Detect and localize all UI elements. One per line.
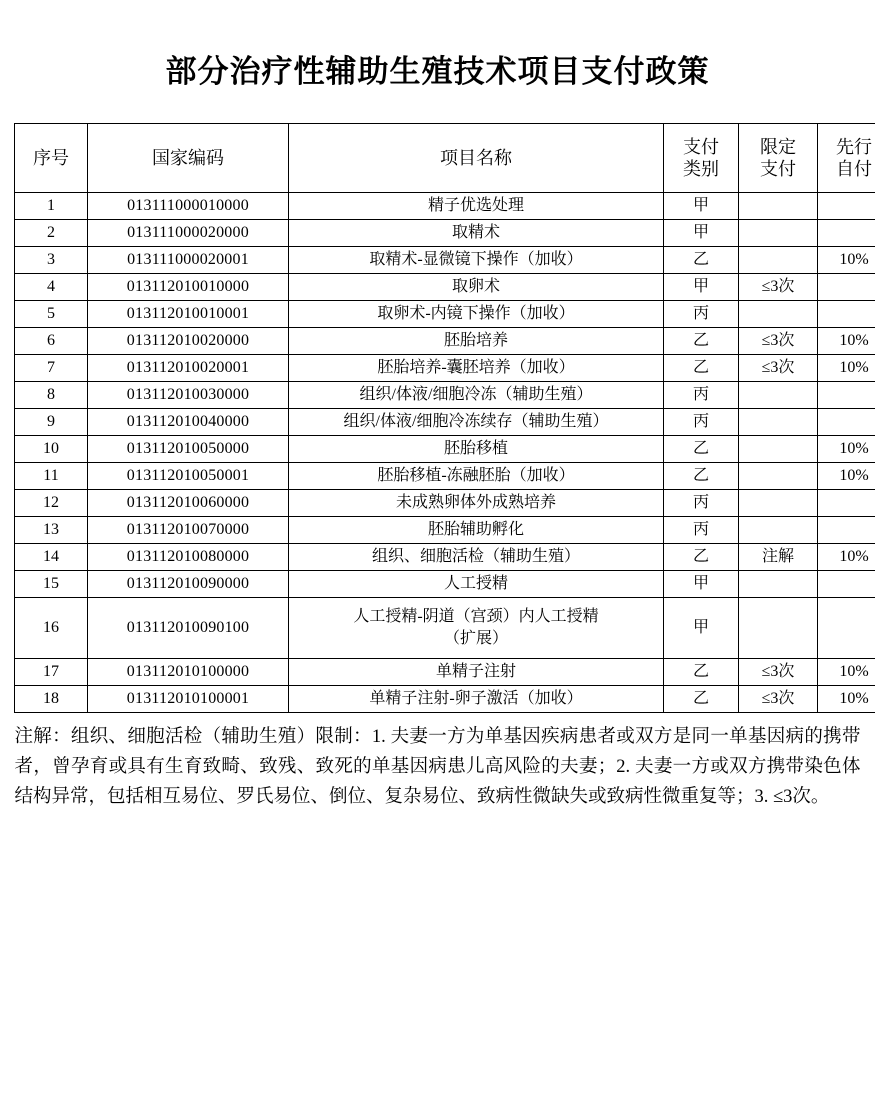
- cell-no: 8: [15, 382, 88, 409]
- cell-no: 2: [15, 220, 88, 247]
- cell-code: 013112010090100: [88, 598, 289, 659]
- cell-name: 组织、细胞活检（辅助生殖）: [289, 544, 664, 571]
- cell-limit: [739, 436, 818, 463]
- table-body: [15, 193, 875, 713]
- cell-prepay: 10%: [818, 328, 875, 355]
- cell-name: 取卵术-内镜下操作（加收）: [289, 301, 664, 328]
- cell-prepay: 10%: [818, 247, 875, 274]
- table-row: [15, 544, 875, 571]
- cell-name-line: 人工授精-阴道（宫颈）内人工授精: [291, 606, 661, 628]
- table-row: [15, 571, 875, 598]
- cell-limit: [739, 301, 818, 328]
- column-header-limit-line1: 限定: [760, 137, 796, 157]
- cell-name: 组织/体液/细胞冷冻续存（辅助生殖）: [289, 409, 664, 436]
- table-row: [15, 598, 875, 659]
- cell-limit: [739, 517, 818, 544]
- cell-type: 乙: [664, 436, 739, 463]
- cell-type: 丙: [664, 301, 739, 328]
- cell-prepay: [818, 598, 875, 659]
- cell-limit: 注解: [739, 544, 818, 571]
- cell-limit: [739, 247, 818, 274]
- cell-prepay: 10%: [818, 355, 875, 382]
- cell-prepay: 10%: [818, 544, 875, 571]
- cell-code: 013112010030000: [88, 382, 289, 409]
- column-header-code: 国家编码: [88, 124, 289, 193]
- policy-table: [14, 123, 875, 713]
- cell-limit: ≤3次: [739, 686, 818, 713]
- cell-name: 精子优选处理: [289, 193, 664, 220]
- table-row: [15, 355, 875, 382]
- table-row: [15, 220, 875, 247]
- cell-prepay: [818, 301, 875, 328]
- table-row: [15, 382, 875, 409]
- cell-no: 9: [15, 409, 88, 436]
- cell-type: 丙: [664, 382, 739, 409]
- column-header-no: 序号: [15, 124, 88, 193]
- page-title: 部分治疗性辅助生殖技术项目支付政策: [14, 46, 861, 91]
- cell-limit: [739, 463, 818, 490]
- cell-limit: ≤3次: [739, 274, 818, 301]
- column-header-name: 项目名称: [289, 124, 664, 193]
- cell-limit: ≤3次: [739, 659, 818, 686]
- cell-no: 14: [15, 544, 88, 571]
- cell-no: 4: [15, 274, 88, 301]
- cell-name: 取精术: [289, 220, 664, 247]
- cell-no: 12: [15, 490, 88, 517]
- table-row: [15, 193, 875, 220]
- cell-name-line: （扩展）: [291, 628, 661, 650]
- cell-name: 胚胎培养-囊胚培养（加收）: [289, 355, 664, 382]
- column-header-limit-line2: 支付: [760, 159, 796, 179]
- cell-type: 甲: [664, 598, 739, 659]
- cell-prepay: [818, 274, 875, 301]
- cell-type: 丙: [664, 490, 739, 517]
- cell-type: 乙: [664, 544, 739, 571]
- cell-limit: [739, 598, 818, 659]
- cell-prepay: [818, 490, 875, 517]
- column-header-type-line1: 支付: [683, 137, 719, 157]
- table-row: [15, 517, 875, 544]
- cell-limit: [739, 490, 818, 517]
- cell-code: 013112010100000: [88, 659, 289, 686]
- cell-name: 组织/体液/细胞冷冻（辅助生殖）: [289, 382, 664, 409]
- cell-no: 13: [15, 517, 88, 544]
- cell-type: 乙: [664, 355, 739, 382]
- cell-code: 013112010070000: [88, 517, 289, 544]
- cell-name: [289, 598, 664, 659]
- notes-label: 注解：: [15, 727, 71, 747]
- notes-block: [15, 723, 861, 813]
- cell-no: 17: [15, 659, 88, 686]
- cell-code: 013112010010001: [88, 301, 289, 328]
- cell-code: 013112010020001: [88, 355, 289, 382]
- cell-prepay: [818, 220, 875, 247]
- cell-type: 乙: [664, 463, 739, 490]
- cell-prepay: 10%: [818, 659, 875, 686]
- cell-code: 013112010010000: [88, 274, 289, 301]
- cell-type: 甲: [664, 274, 739, 301]
- table-row: [15, 328, 875, 355]
- cell-prepay: 10%: [818, 436, 875, 463]
- cell-no: 16: [15, 598, 88, 659]
- cell-code: 013112010100001: [88, 686, 289, 713]
- notes-text: 组织、细胞活检（辅助生殖）限制：1. 夫妻一方为单基因疾病患者或双方是同一单基因病的携带者，曾孕育或具有生育致畸、致残、致死的单基因病患儿高风险的夫妻；2. 夫妻一方或双方携带染色体结构异常，包括相互易位、罗氏易位、倒位、复杂易位、致病性微缺失或致病性微重复等；3. ≤3次。: [15, 727, 861, 807]
- cell-no: 5: [15, 301, 88, 328]
- document-page: [0, 46, 875, 1107]
- table-header: [15, 124, 875, 193]
- cell-name: 单精子注射: [289, 659, 664, 686]
- cell-no: 7: [15, 355, 88, 382]
- column-header-prepay-line1: 先行: [836, 137, 872, 157]
- cell-limit: [739, 571, 818, 598]
- notes-paragraph: [15, 723, 861, 813]
- cell-type: 丙: [664, 517, 739, 544]
- cell-prepay: [818, 409, 875, 436]
- column-header-limit: [739, 124, 818, 193]
- column-header-prepay-line2: 自付: [836, 159, 872, 179]
- cell-name: 胚胎辅助孵化: [289, 517, 664, 544]
- table-row: [15, 409, 875, 436]
- cell-code: 013112010020000: [88, 328, 289, 355]
- cell-type: 甲: [664, 220, 739, 247]
- table-row: [15, 274, 875, 301]
- cell-name: 人工授精: [289, 571, 664, 598]
- cell-name: 取精术-显微镜下操作（加收）: [289, 247, 664, 274]
- cell-code: 013111000020000: [88, 220, 289, 247]
- table-row: [15, 247, 875, 274]
- cell-no: 11: [15, 463, 88, 490]
- cell-code: 013112010050000: [88, 436, 289, 463]
- cell-limit: ≤3次: [739, 328, 818, 355]
- cell-type: 乙: [664, 328, 739, 355]
- cell-prepay: [818, 571, 875, 598]
- cell-limit: [739, 220, 818, 247]
- table-row: [15, 659, 875, 686]
- cell-type: 甲: [664, 571, 739, 598]
- cell-no: 1: [15, 193, 88, 220]
- table-row: [15, 686, 875, 713]
- cell-name: 胚胎移植-冻融胚胎（加收）: [289, 463, 664, 490]
- cell-no: 6: [15, 328, 88, 355]
- cell-limit: [739, 193, 818, 220]
- cell-no: 3: [15, 247, 88, 274]
- cell-code: 013112010050001: [88, 463, 289, 490]
- cell-name: 单精子注射-卵子激活（加收）: [289, 686, 664, 713]
- cell-code: 013112010040000: [88, 409, 289, 436]
- cell-type: 丙: [664, 409, 739, 436]
- table-row: [15, 463, 875, 490]
- cell-limit: ≤3次: [739, 355, 818, 382]
- table-row: [15, 490, 875, 517]
- cell-limit: [739, 382, 818, 409]
- cell-prepay: [818, 382, 875, 409]
- cell-code: 013111000020001: [88, 247, 289, 274]
- cell-name: 胚胎移植: [289, 436, 664, 463]
- cell-limit: [739, 409, 818, 436]
- table-row: [15, 436, 875, 463]
- column-header-type-line2: 类别: [683, 159, 719, 179]
- cell-no: 15: [15, 571, 88, 598]
- table-header-row: [15, 124, 875, 193]
- cell-prepay: 10%: [818, 463, 875, 490]
- cell-no: 10: [15, 436, 88, 463]
- table-row: [15, 301, 875, 328]
- cell-code: 013112010090000: [88, 571, 289, 598]
- cell-code: 013112010080000: [88, 544, 289, 571]
- column-header-type: [664, 124, 739, 193]
- column-header-prepay: [818, 124, 875, 193]
- cell-prepay: [818, 517, 875, 544]
- cell-prepay: [818, 193, 875, 220]
- cell-name: 胚胎培养: [289, 328, 664, 355]
- cell-prepay: 10%: [818, 686, 875, 713]
- cell-type: 乙: [664, 686, 739, 713]
- cell-type: 乙: [664, 247, 739, 274]
- cell-code: 013111000010000: [88, 193, 289, 220]
- cell-type: 甲: [664, 193, 739, 220]
- cell-code: 013112010060000: [88, 490, 289, 517]
- cell-no: 18: [15, 686, 88, 713]
- cell-name: 未成熟卵体外成熟培养: [289, 490, 664, 517]
- cell-type: 乙: [664, 659, 739, 686]
- cell-name: 取卵术: [289, 274, 664, 301]
